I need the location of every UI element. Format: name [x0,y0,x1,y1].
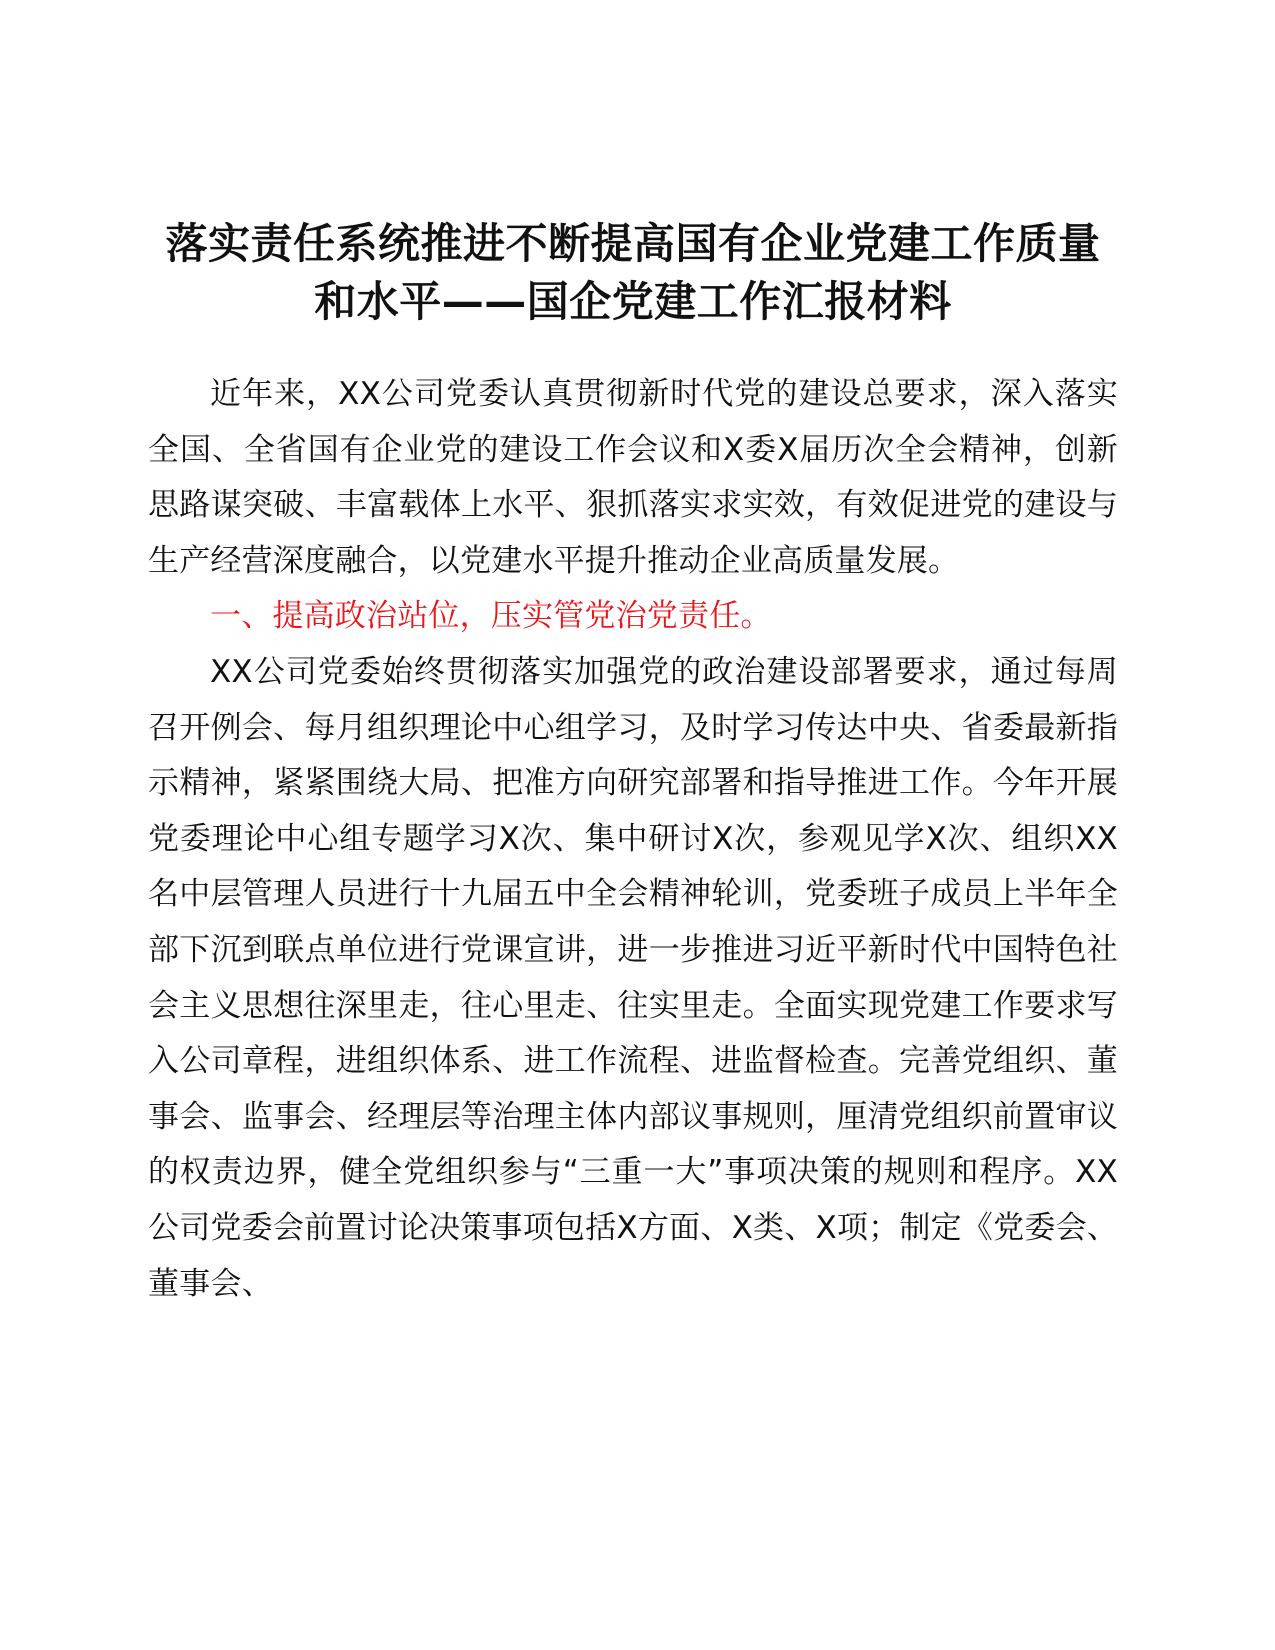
section-1-paragraph: XX公司党委始终贯彻落实加强党的政治建设部署要求，通过每周召开例会、每月组织理论中心组学习，及时学习传达中央、省委最新指示精神，紧紧围绕大局、把准方向研究部署和指导推进工作。今年开展党委理论中心组专题学习X次、集中研讨X次，参观见学X次、组织XX名中层管理人员进行十九届五中全会精神轮训，党委班子成员上半年全部下沉到联点单位进行党课宣讲，进一步推进习近平新时代中国特色社会主义思想往深里走，往心里走、往实里走。全面实现党建工作要求写入公司章程，进组织体系、进工作流程、进监督检查。完善党组织、董事会、监事会、经理层等治理主体内部议事规则，厘清党组织前置审议的权责边界，健全党组织参与“三重一大”事项决策的规则和程序。XX公司党委会前置讨论决策事项包括X方面、X类、X项；制定《党委会、董事会、 [148,653,1118,1302]
document-title: 落实责任系统推进不断提高国有企业党建工作质量和水平——国企党建工作汇报材料 [165,219,1101,326]
section-heading-1: 一、提高政治站位，压实管党治党责任。 [210,598,772,635]
intro-paragraph: 近年来，XX公司党委认真贯彻新时代党的建设总要求，深入落实全国、全省国有企业党的建设工作会议和X委X届历次全会精神，创新思路谋突破、丰富载体上水平、狠抓落实求实效，有效促进党的建设与生产经营深度融合，以党建水平提升推动企业高质量发展。 [148,376,1118,579]
document-page [148,215,1118,1312]
document-body [148,367,1118,1312]
